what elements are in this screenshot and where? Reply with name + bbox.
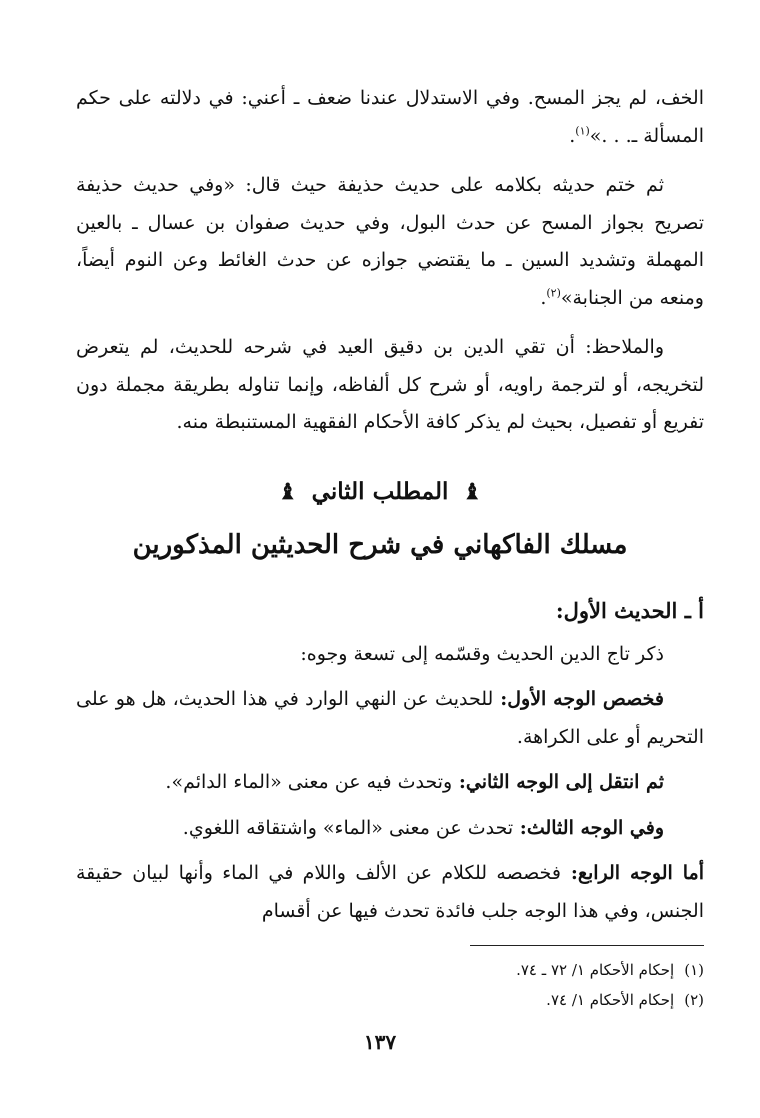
ornament-icon: ♝	[277, 479, 298, 505]
section-title-row	[0, 470, 760, 514]
footnote-2-text: إحكام الأحكام ١/ ٧٤.	[546, 991, 675, 1009]
paragraph-5-text: للحديث عن النهي الوارد في هذا الحديث، هل هو على التحريم أو على الكراهة.	[76, 688, 704, 748]
section-title: المطلب الثاني	[311, 478, 449, 505]
paragraph-8-lead: أما الوجه الرابع:	[560, 862, 704, 884]
paragraph-1-text: الخف، لم يجز المسح. وفي الاستدلال عندنا ضعف ـ أعني: في دلالته على حكم المسألة ـ. . .»	[76, 87, 704, 147]
paragraph-6-lead: ثم انتقل إلى الوجه الثاني:	[452, 771, 664, 793]
paragraph-6-text: وتحدث فيه عن معنى «الماء الدائم».	[165, 771, 453, 793]
paragraph-4	[76, 636, 704, 674]
footnote-2-number: (٢)	[684, 991, 704, 1009]
footnote-1-number: (١)	[684, 961, 704, 979]
page-number: ١٣٧	[363, 1030, 397, 1054]
paragraph-7-lead: وفي الوجه الثالث:	[513, 816, 664, 839]
paragraph-6	[76, 764, 704, 802]
footnotes	[76, 955, 704, 1015]
paragraph-3	[76, 329, 704, 442]
paragraph-2-end: .	[540, 286, 547, 309]
footnote-ref-2[interactable]: (٢)	[546, 286, 561, 300]
paragraph-7-text: تحدث عن معنى «الماء» واشتقاقه اللغوي.	[182, 816, 514, 839]
main-text-bottom	[76, 592, 704, 938]
paragraph-2-text: ثم ختم حديثه بكلامه على حديث حذيفة حيث قال: «وفي حديث حذيفة تصريح بجواز المسح عن حدث البول، وفي حديث صفوان بن عسال ـ بالعين المهملة وتشديد السين ـ ما يقتضي جوازه عن حدث الغائط وعن النوم أيضاً، ومنعه من الجنابة»	[76, 174, 704, 309]
paragraph-7	[76, 810, 704, 848]
subsection-heading: أ ـ الحديث الأول:	[555, 598, 704, 623]
section-heading	[0, 470, 760, 570]
ornament-icon: ♝	[462, 479, 483, 505]
paragraph-5	[76, 681, 704, 756]
paragraph-2	[76, 167, 704, 317]
footnote-1-text: إحكام الأحكام ١/ ٧٢ ـ ٧٤.	[516, 961, 675, 979]
paragraph-1	[76, 80, 704, 155]
paragraph-8	[76, 855, 704, 930]
footnote-1	[76, 955, 704, 985]
footnote-2	[76, 985, 704, 1015]
paragraph-4-text: ذكر تاج الدين الحديث وقسّمه إلى تسعة وجوه:	[300, 642, 664, 665]
footnote-divider	[470, 945, 704, 946]
footnote-ref-1[interactable]: (١)	[575, 124, 590, 138]
paragraph-1-end: .	[569, 124, 576, 147]
section-subtitle: مسلك الفاكهاني في شرح الحديثين المذكورين	[132, 530, 628, 560]
main-text-top	[76, 80, 704, 454]
paragraph-5-lead: فخصص الوجه الأول:	[493, 688, 664, 710]
paragraph-8-text: فخصصه للكلام عن الألف واللام في الماء وأنها لبيان حقيقة الجنس، وفي هذا الوجه جلب فائدة تحدث فيها عن أقسام	[76, 862, 704, 922]
paragraph-3-text: والملاحظ: أن تقي الدين بن دقيق العيد في شرحه للحديث، لم يتعرض لتخريجه، أو لترجمة راويه، أو شرح كل ألفاظه، وإنما تناوله بطريقة مجملة دون تفريع أو تفصيل، بحيث لم يذكر كافة الأحكام الفقهية المستنبطة منه.	[76, 336, 704, 433]
